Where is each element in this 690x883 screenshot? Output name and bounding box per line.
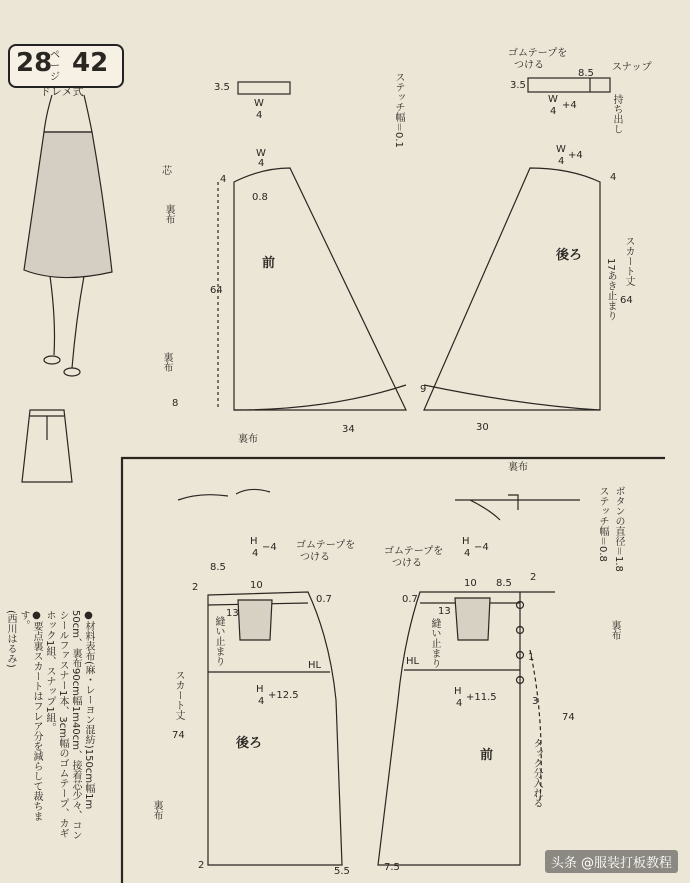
back-gum-2: つける: [300, 552, 330, 563]
front-lining-label: 裏布: [609, 620, 620, 640]
gum-note-1: ゴムテープを: [508, 48, 568, 59]
front-e: 13: [438, 606, 451, 617]
back-lining-label: 裏布: [151, 800, 162, 820]
front-gum-2: つける: [392, 558, 422, 569]
front-hip-plus: +11.5: [466, 692, 497, 703]
back-w-bottom: 4: [558, 156, 565, 167]
front-length: 64: [210, 285, 223, 296]
figure-torso: [44, 95, 92, 132]
gum-note-2: つける: [514, 60, 544, 71]
back-length-value: 74: [172, 730, 185, 741]
snap-label: スナップ: [612, 62, 652, 73]
front-stitch-stop: 縫い止まり: [429, 618, 440, 668]
front-w-top: W: [256, 148, 266, 159]
front-h-top: H: [462, 536, 470, 547]
extension-width: 8.5: [578, 68, 594, 79]
points-text: 裏スカートはフレア分を減らして裁ちます。: [18, 610, 42, 821]
waistband-left: [238, 82, 290, 94]
stitch-width-note: ステッチ幅＝0.8: [597, 486, 608, 562]
front-hip-top: H: [454, 686, 462, 697]
front-gum-1: ゴムテープを: [384, 546, 444, 557]
front-b: 8.5: [496, 578, 512, 589]
back-panel: [424, 168, 600, 410]
wb-right-frac-top: W: [548, 94, 558, 105]
page-number-left: 28: [16, 48, 53, 78]
button-diameter-note: ボタンの直径＝1.8: [613, 486, 624, 572]
back-c: 10: [250, 580, 263, 591]
watermark: 头条 @服装打板教程: [545, 850, 678, 873]
back-stitch-stop: 縫い止まり: [213, 616, 224, 666]
back-skirt-grain: 後ろ: [236, 736, 263, 751]
back-top-offset: 4: [610, 172, 617, 183]
materials-title: ●材料: [83, 610, 94, 641]
tuck-note: タック分入れる: [531, 738, 542, 808]
front-bottom-width: 34: [342, 424, 355, 435]
front-h-minus: −4: [474, 542, 489, 553]
front-panel: [234, 168, 406, 410]
back-hip-plus: +12.5: [268, 690, 299, 701]
back-e: 13: [226, 608, 239, 619]
front-h-bottom: 4: [464, 548, 471, 559]
back-h-minus: −4: [262, 542, 277, 553]
front-a: 10: [464, 578, 477, 589]
page-number-right: 42: [72, 48, 109, 78]
back-skirt-panel: [208, 592, 342, 865]
front-one: 1: [528, 652, 535, 663]
front-three: 3: [532, 696, 539, 707]
front-pleat: [455, 598, 490, 640]
front-c: 2: [530, 572, 537, 583]
waistband-right-height: 3.5: [510, 80, 526, 91]
front-hip-line: HL: [406, 656, 420, 667]
lining-label-2: 裏布: [161, 352, 172, 372]
back-h-bottom: 4: [252, 548, 259, 559]
points-title: ●要点: [31, 610, 42, 641]
interfacing-label: 芯: [162, 166, 172, 177]
wb-right-plus: +4: [562, 100, 577, 111]
figure-shoe-left: [44, 356, 60, 364]
front-length-value: 74: [562, 712, 575, 723]
wb-right-frac-bottom: 4: [550, 106, 557, 117]
waistband-frac-bottom: 4: [256, 110, 263, 121]
back-length-label: スカート丈: [173, 670, 184, 720]
back-a: 8.5: [210, 562, 226, 573]
front-w-bottom: 4: [258, 158, 265, 169]
back-length: 64: [620, 295, 633, 306]
back-hem: 9: [420, 384, 427, 395]
front-top-offset: 4: [220, 174, 227, 185]
back-bottom-width: 30: [476, 422, 489, 433]
front-grain-label: 前: [262, 256, 276, 271]
figure-shoe-right: [64, 368, 80, 376]
section-frame: [122, 458, 665, 883]
back-hip-top: H: [256, 684, 264, 695]
back-hem-right: 5.5: [334, 866, 350, 877]
back-w-top: W: [556, 144, 566, 155]
back-h-top: H: [250, 536, 258, 547]
opening-stop: 17あき止まり: [605, 258, 616, 321]
front-skirt-grain: 前: [480, 748, 494, 763]
method-subtitle: ドレメ式: [40, 85, 84, 98]
figure-legs: [50, 276, 84, 368]
front-skirt-panel: [378, 592, 520, 865]
back-hem-left: 2: [198, 860, 205, 871]
designer-credit: (西川はるみ): [5, 610, 16, 668]
waistband-right: [528, 78, 610, 92]
back-hip-bottom: 4: [258, 696, 265, 707]
lining-top-label: 裏布: [508, 462, 528, 473]
back-d: 0.7: [316, 594, 332, 605]
stitch-note: ステッチ幅＝0.1: [393, 72, 404, 148]
lining-label-1: 裏布: [163, 204, 174, 224]
figure-skirt: [24, 132, 112, 278]
extension-label: 持ち出し: [611, 94, 622, 134]
waistband-frac-top: W: [254, 98, 264, 109]
lining-label-3: 裏布: [238, 434, 258, 445]
back-gum-1: ゴムテープを: [296, 540, 356, 551]
front-hem: 8: [172, 398, 179, 409]
materials-notes: [4, 610, 95, 840]
front-waist-offset: 0.8: [252, 192, 268, 203]
back-w-plus: +4: [568, 150, 583, 161]
waistband-height: 3.5: [214, 82, 230, 93]
back-grain-label: 後ろ: [556, 248, 583, 263]
skirt-length-label: スカート丈: [623, 236, 634, 286]
front-hip-bottom: 4: [456, 698, 463, 709]
page-unit: ページ: [50, 50, 60, 83]
front-d: 0.7: [402, 594, 418, 605]
back-pleat: [238, 600, 272, 640]
materials-text: 表布(麻・レーヨン混紡)150cm幅1m 50cm、裏布90cm幅1m40cm、接着芯少々、コンシールファスナー1本、3cm幅のゴムテープ、カギホック1組、スナップ1組。: [44, 610, 94, 840]
front-hem: 7.5: [384, 862, 400, 873]
back-b: 2: [192, 582, 199, 593]
back-hip-line: HL: [308, 660, 322, 671]
